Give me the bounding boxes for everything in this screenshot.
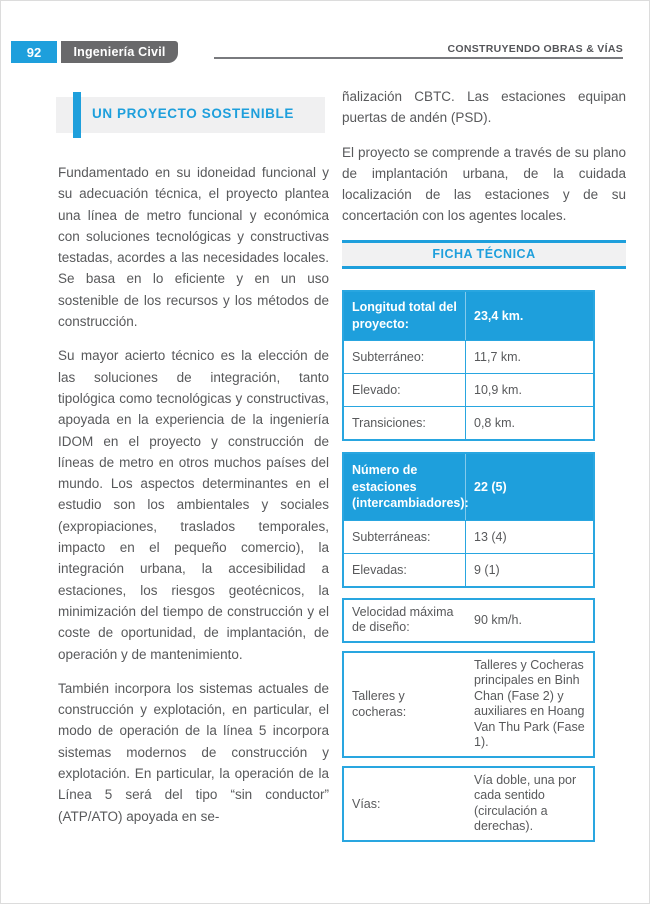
header-label: Longitud total del proyecto: [344, 292, 466, 340]
paragraph: Fundamentado en su idoneidad funcional y su adecuación técnica, el proyecto plantea una línea de metro funcional y económica con soluciones tecnológicas y constructivas testadas, acordes a las necesidades locales. Se basa en lo eficiente y en un uso sostenible de los recursos y los métodos de construcción. [58, 165, 329, 330]
table-row [344, 406, 593, 439]
table-row [344, 373, 593, 406]
row-value: 13 (4) [474, 529, 507, 544]
row-label: Elevado: [344, 374, 466, 406]
row-value: Vía doble, una por cada sentido (circulación a derechas). [474, 772, 577, 834]
row-value: 10,9 km. [474, 382, 522, 397]
row-value: Talleres y Cocheras principales en Binh Chan (Fase 2) y auxiliares en Hoang Van Thu Park (Fase 1). [474, 657, 585, 750]
row-label: Subterráneo: [344, 341, 466, 373]
table-row [344, 340, 593, 373]
row-label: Elevadas: [344, 554, 466, 586]
table-row [344, 553, 593, 586]
table-velocidad [342, 598, 595, 643]
paragraph: ñalización CBTC. Las estaciones equipan puertas de andén (PSD). [342, 89, 626, 126]
ficha-tecnica-heading [342, 240, 626, 269]
ficha-tecnica-label: FICHA TÉCNICA [432, 247, 536, 262]
header-rule [214, 57, 623, 59]
page-number-badge [11, 41, 57, 63]
section-label: Ingeniería Civil [73, 45, 166, 59]
table-header-row [344, 292, 593, 340]
article-title: UN PROYECTO SOSTENIBLE [92, 106, 294, 121]
paragraph: El proyecto se comprende a través de su plano de implantación urbana, de la cuidada localización de las estaciones y de su concertación con los agentes locales. [342, 144, 626, 224]
row-label: Vías: [352, 796, 381, 811]
title-accent-bar [73, 92, 81, 138]
table-estaciones [342, 452, 595, 588]
row-value: 90 km/h. [474, 613, 522, 628]
table-row [344, 768, 593, 840]
table-row [344, 653, 593, 756]
row-label: Talleres y cocheras: [352, 688, 407, 720]
table-header-row [344, 454, 593, 520]
paragraph: También incorpora los sistemas actuales de construcción y explotación, en particular, el modo de operación de la línea 5 incorpora sistemas modernos de construcción y explotación. En particular, la operación de la Línea 5 será del tipo “sin conductor” (ATP/ATO) apoyada en se- [58, 680, 329, 824]
table-longitud [342, 290, 595, 441]
row-value: 0,8 km. [474, 415, 515, 430]
section-tab [61, 41, 178, 63]
row-label: Subterráneas: [344, 521, 466, 553]
header-value: 22 (5) [474, 479, 507, 494]
article-title-block [58, 92, 329, 139]
row-label: Transiciones: [344, 407, 466, 439]
table-row [344, 520, 593, 553]
table-vias [342, 766, 595, 842]
header-value: 23,4 km. [474, 308, 524, 323]
row-label: Velocidad máxima de diseño: [352, 604, 454, 635]
table-talleres [342, 651, 595, 758]
right-column [342, 86, 626, 842]
page-number: 92 [26, 44, 42, 60]
row-value: 9 (1) [474, 562, 500, 577]
row-value: 11,7 km. [474, 349, 522, 364]
table-row [344, 600, 593, 641]
header-label: Número de estaciones (intercambiadores): [344, 454, 466, 520]
paragraph: Su mayor acierto técnico es la elección de las soluciones de integración, tanto tipológica como tecnológicas y constructivas, apoyada en la experiencia de la ingeniería IDOM en el proyecto y construcción de líneas de metro en otros muchos países del mundo. Los aspectos determinantes en el estudio son los ambientales y sociales (expropiaciones, traslados temporales, impacto en el pequeño comercio), la integración urbana, la accesibilidad a estaciones, los riesgos geotécnicos, la minimización del tiempo de construcción y el coste de oportunidad, de implantación, de operación y de mantenimiento. [58, 348, 329, 662]
left-column [58, 92, 329, 840]
magazine-title: CONSTRUYENDO OBRAS & VÍAS [447, 43, 623, 55]
